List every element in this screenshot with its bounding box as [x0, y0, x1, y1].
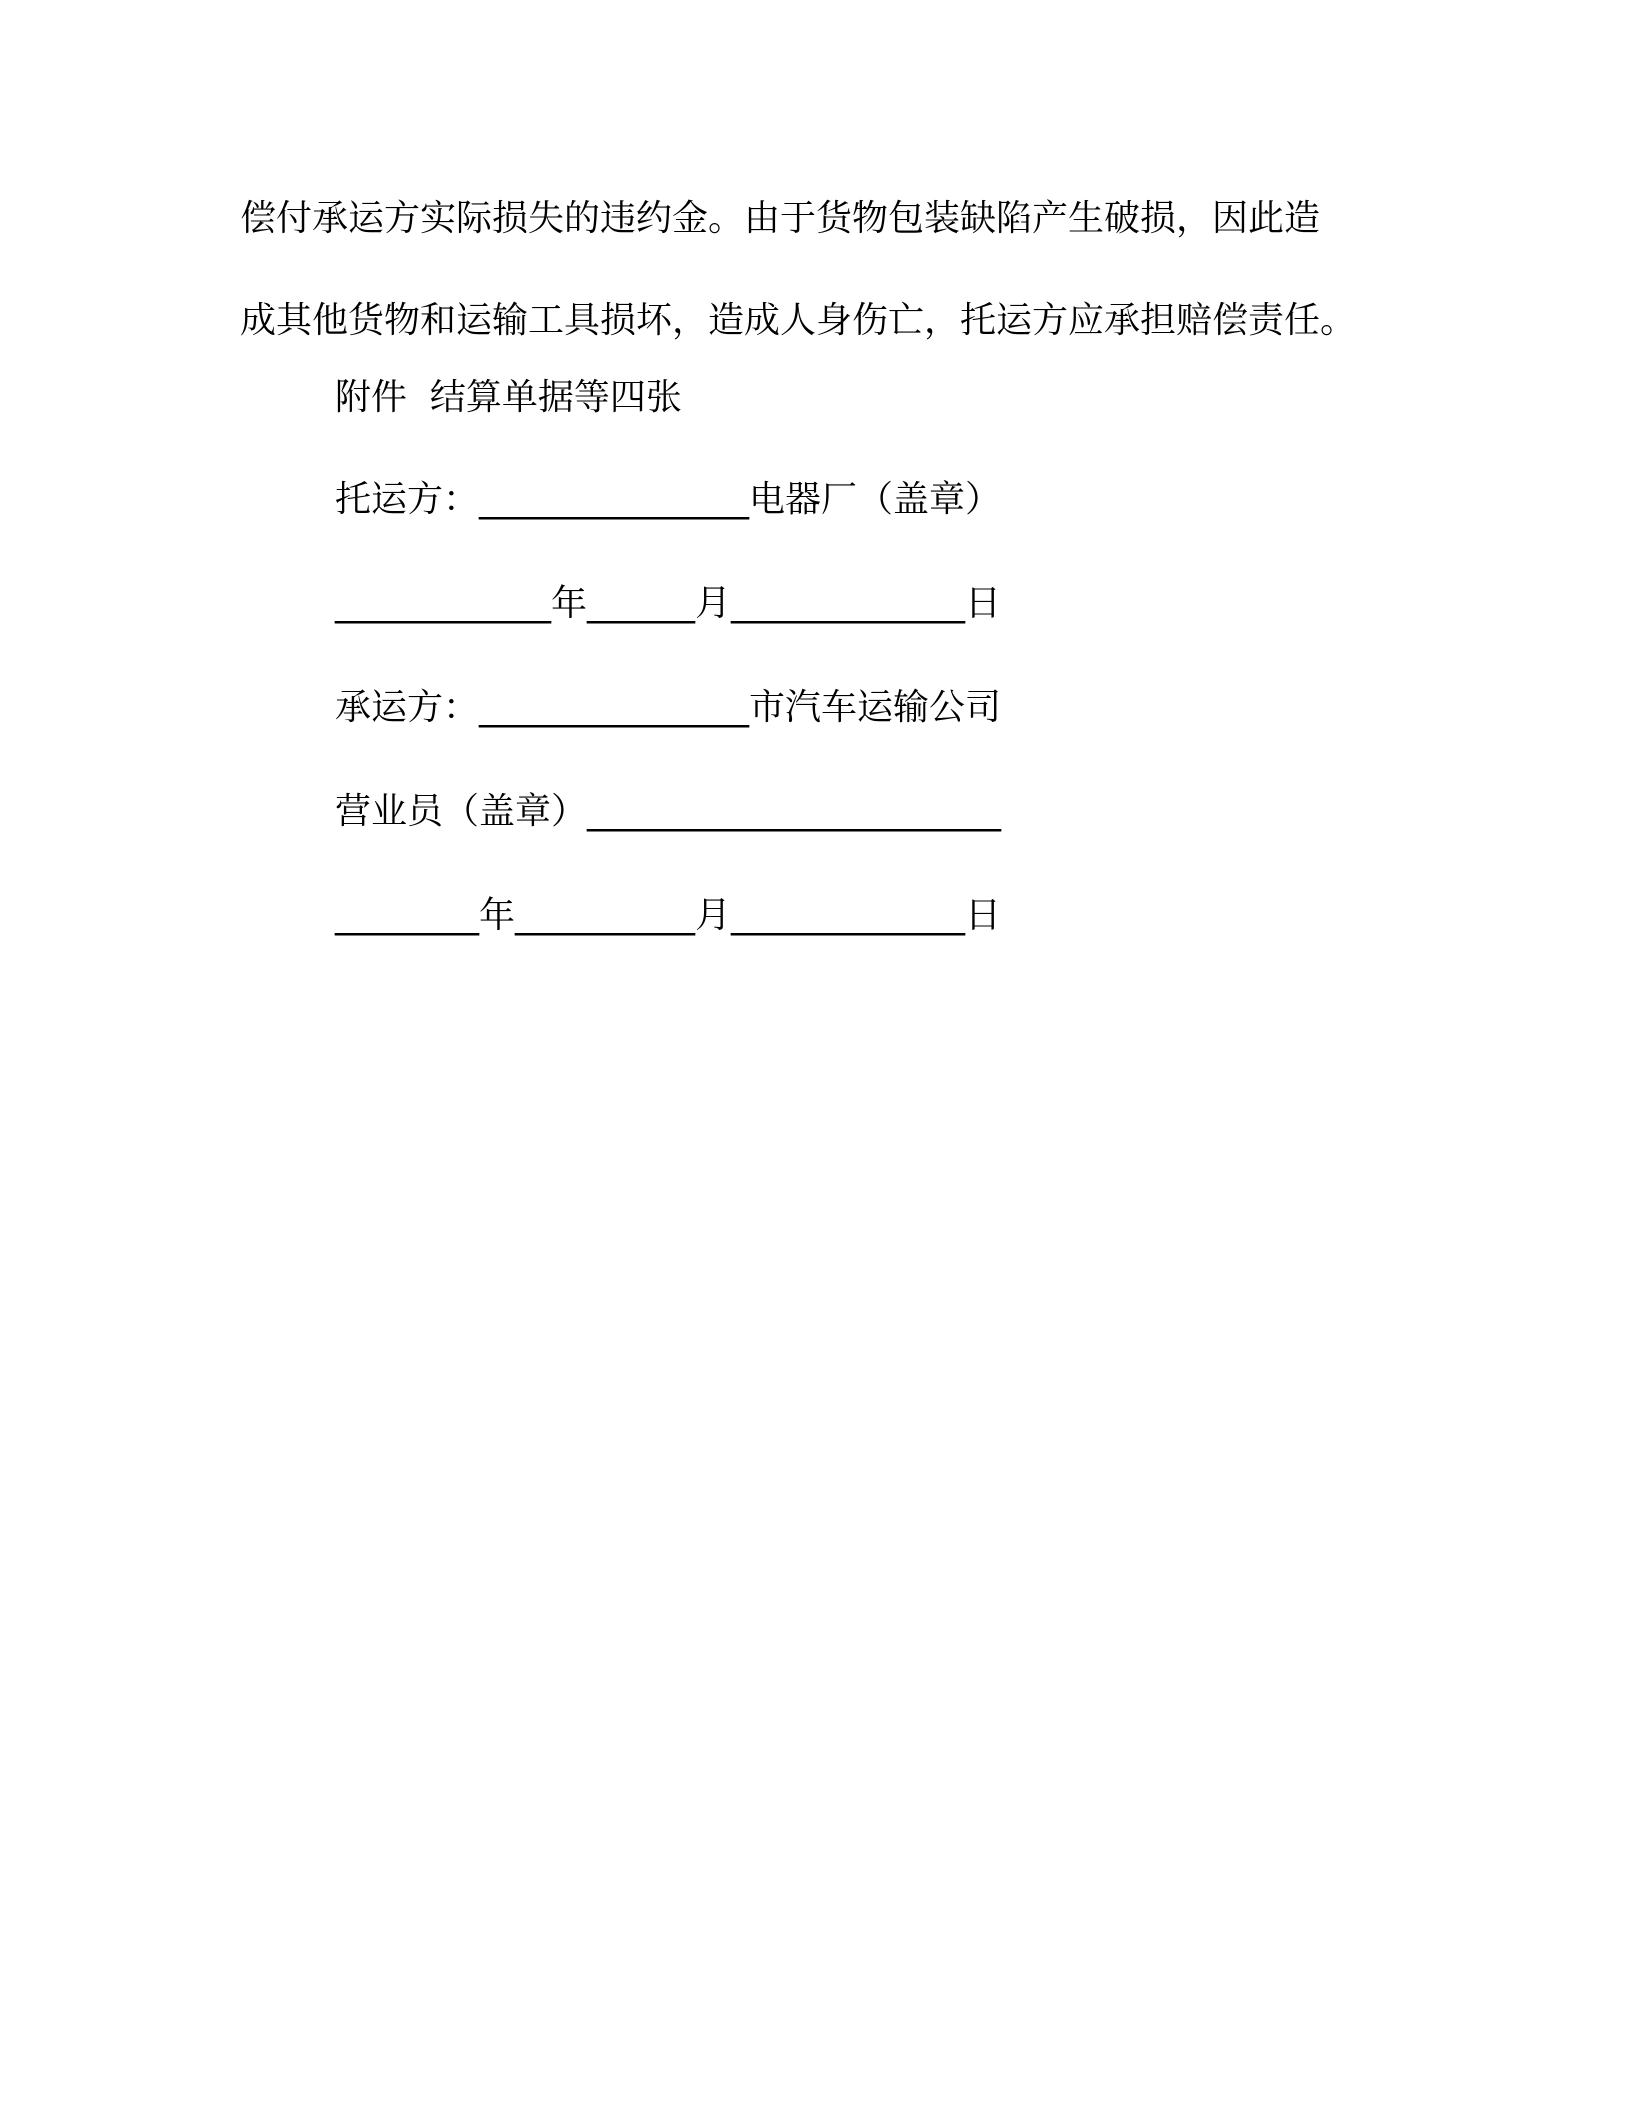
shipper-signature-line: 托运方：_______________电器厂（盖章） — [335, 479, 1002, 520]
shipper-date-line: ____________年______月_____________日 — [335, 583, 1001, 624]
attachment-line: 附件 结算单据等四张 — [335, 377, 682, 418]
paragraph-line-2: 成其他货物和运输工具损坏，造成人身伤亡，托运方应承担赔偿责任。 — [240, 300, 1357, 341]
clerk-signature-line: 营业员（盖章）_______________________ — [335, 791, 1002, 832]
body-paragraph — [240, 168, 1420, 372]
paragraph-line-1: 偿付承运方实际损失的违约金。由于货物包装缺陷产生破损，因此造 — [240, 198, 1321, 239]
carrier-signature-line: 承运方：_______________市汽车运输公司 — [335, 687, 1002, 728]
carrier-date-line: ________年__________月_____________日 — [335, 895, 1001, 936]
